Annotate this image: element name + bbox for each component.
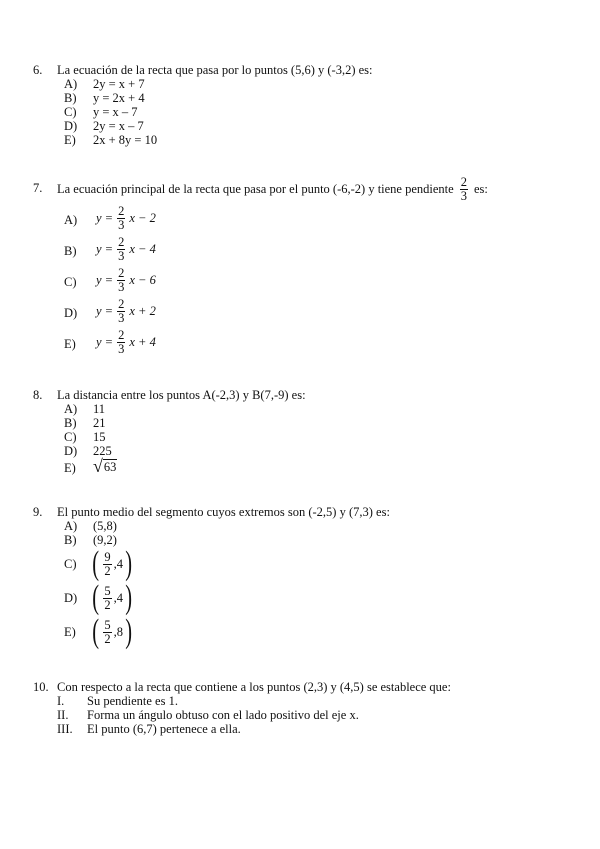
left-paren-icon: ( <box>92 579 100 616</box>
radicand: 63 <box>103 460 117 474</box>
equation-lhs: y = <box>96 211 114 225</box>
equation-tail: x + 2 <box>129 304 156 318</box>
q9-option-d[interactable] <box>64 581 484 615</box>
option-text: 15 <box>93 430 106 444</box>
option-label: E) <box>64 461 76 475</box>
fraction-denominator: 3 <box>460 189 467 203</box>
equation-tail: x + 4 <box>129 335 156 349</box>
q9-option-e[interactable] <box>64 615 484 649</box>
option-label: A) <box>64 77 78 91</box>
option-label: C) <box>64 557 77 571</box>
fraction-numerator: 2 <box>118 235 125 249</box>
fraction-denominator: 2 <box>104 563 111 578</box>
option-text: 2x + 8y = 10 <box>93 133 158 147</box>
option-label: D) <box>64 444 78 458</box>
point-second-coordinate: ,4 <box>113 590 123 605</box>
question-stem: El punto medio del segmento cuyos extremos son (-2,5) y (7,3) es: <box>57 505 390 519</box>
question-number: 9. <box>33 505 43 519</box>
option-label: C) <box>64 430 77 444</box>
option-text: y = 2x + 4 <box>93 91 145 105</box>
equation-tail: x − 6 <box>129 273 156 287</box>
right-paren-icon: ) <box>125 545 133 582</box>
fraction-numerator: 2 <box>118 204 125 218</box>
question-number: 6. <box>33 63 43 77</box>
left-paren-icon: ( <box>92 613 100 650</box>
q7-option-d[interactable] <box>64 298 484 328</box>
fraction-numerator: 2 <box>118 328 125 342</box>
statement-label: I. <box>57 694 65 708</box>
fraction-denominator: 3 <box>118 280 125 294</box>
question-number: 7. <box>33 181 43 195</box>
point-expression <box>90 615 134 649</box>
equation-fraction <box>117 298 125 325</box>
statement-label: II. <box>57 708 69 722</box>
fraction-denominator: 3 <box>118 218 125 232</box>
question-stem-end: es: <box>473 182 488 196</box>
option-label: B) <box>64 416 77 430</box>
question-number: 10. <box>33 680 49 694</box>
q7-option-a[interactable] <box>64 205 484 235</box>
q7-option-b[interactable] <box>64 236 484 266</box>
square-root <box>93 458 117 474</box>
option-text: (5,8) <box>93 519 117 533</box>
option-label: B) <box>64 533 77 547</box>
point-fraction <box>103 585 111 612</box>
q7-option-e[interactable] <box>64 329 484 359</box>
statement-text: Su pendiente es 1. <box>87 694 178 708</box>
equation-fraction <box>117 267 125 294</box>
sqrt-expression <box>93 458 117 476</box>
q6-option-e[interactable] <box>64 133 484 149</box>
equation-fraction <box>117 236 125 263</box>
question-stem: La distancia entre los puntos A(-2,3) y B(7,-9) es: <box>57 388 306 402</box>
fraction-numerator: 5 <box>104 583 111 598</box>
slope-fraction <box>460 176 468 203</box>
question-stem-text: La ecuación principal de la recta que pasa por el punto (-6,-2) y tiene pendiente <box>57 182 454 196</box>
option-label: C) <box>64 105 77 119</box>
equation-lhs: y = <box>96 304 114 318</box>
point-fraction <box>103 551 111 578</box>
point-expression <box>90 547 134 581</box>
option-text: 11 <box>93 402 106 416</box>
option-label: B) <box>64 91 77 105</box>
left-paren-icon: ( <box>92 545 100 582</box>
option-label: D) <box>64 306 78 320</box>
option-label: B) <box>64 244 77 258</box>
question-stem <box>57 176 488 203</box>
option-label: A) <box>64 519 78 533</box>
option-equation <box>96 236 156 263</box>
statement-text: Forma un ángulo obtuso con el lado positivo del eje x. <box>87 708 359 722</box>
fraction-numerator: 9 <box>104 549 111 564</box>
equation-tail: x − 4 <box>129 242 156 256</box>
equation-tail: x − 2 <box>129 211 156 225</box>
q8-option-e[interactable] <box>64 458 484 478</box>
q9-option-c[interactable] <box>64 547 484 581</box>
option-label: D) <box>64 591 78 605</box>
statement-text: El punto (6,7) pertenece a ella. <box>87 722 241 736</box>
option-label: A) <box>64 402 78 416</box>
point-second-coordinate: ,4 <box>113 556 123 571</box>
fraction-denominator: 2 <box>104 631 111 646</box>
fraction-denominator: 3 <box>118 311 125 325</box>
equation-lhs: y = <box>96 242 114 256</box>
equation-fraction <box>117 205 125 232</box>
question-7 <box>33 176 573 206</box>
fraction-denominator: 2 <box>104 597 111 612</box>
question-stem: Con respecto a la recta que contiene a los puntos (2,3) y (4,5) se establece que: <box>57 680 451 694</box>
equation-fraction <box>117 329 125 356</box>
option-label: C) <box>64 275 77 289</box>
point-fraction <box>103 619 111 646</box>
equation-lhs: y = <box>96 335 114 349</box>
option-text: 2y = x – 7 <box>93 119 144 133</box>
point-second-coordinate: ,8 <box>113 624 123 639</box>
right-paren-icon: ) <box>125 613 133 650</box>
option-label: D) <box>64 119 78 133</box>
fraction-numerator: 2 <box>118 297 125 311</box>
fraction-denominator: 3 <box>118 249 125 263</box>
option-text: 225 <box>93 444 112 458</box>
option-text: y = x – 7 <box>93 105 138 119</box>
equation-lhs: y = <box>96 273 114 287</box>
option-text: 21 <box>93 416 106 430</box>
right-paren-icon: ) <box>125 579 133 616</box>
fraction-denominator: 3 <box>118 342 125 356</box>
option-label: E) <box>64 337 76 351</box>
option-label: A) <box>64 213 78 227</box>
option-text: 2y = x + 7 <box>93 77 145 91</box>
point-expression <box>90 581 134 615</box>
fraction-numerator: 5 <box>104 617 111 632</box>
question-stem: La ecuación de la recta que pasa por lo puntos (5,6) y (-3,2) es: <box>57 63 373 77</box>
question-number: 8. <box>33 388 43 402</box>
option-equation <box>96 329 156 356</box>
option-equation <box>96 298 156 325</box>
statement-label: III. <box>57 722 73 736</box>
option-equation <box>96 267 156 294</box>
option-label: E) <box>64 133 76 147</box>
q7-option-c[interactable] <box>64 267 484 297</box>
radical-sign-icon: √ <box>93 456 103 476</box>
option-equation <box>96 205 156 232</box>
fraction-numerator: 2 <box>118 266 125 280</box>
fraction-numerator: 2 <box>460 175 467 189</box>
option-text: (9,2) <box>93 533 117 547</box>
option-label: E) <box>64 625 76 639</box>
